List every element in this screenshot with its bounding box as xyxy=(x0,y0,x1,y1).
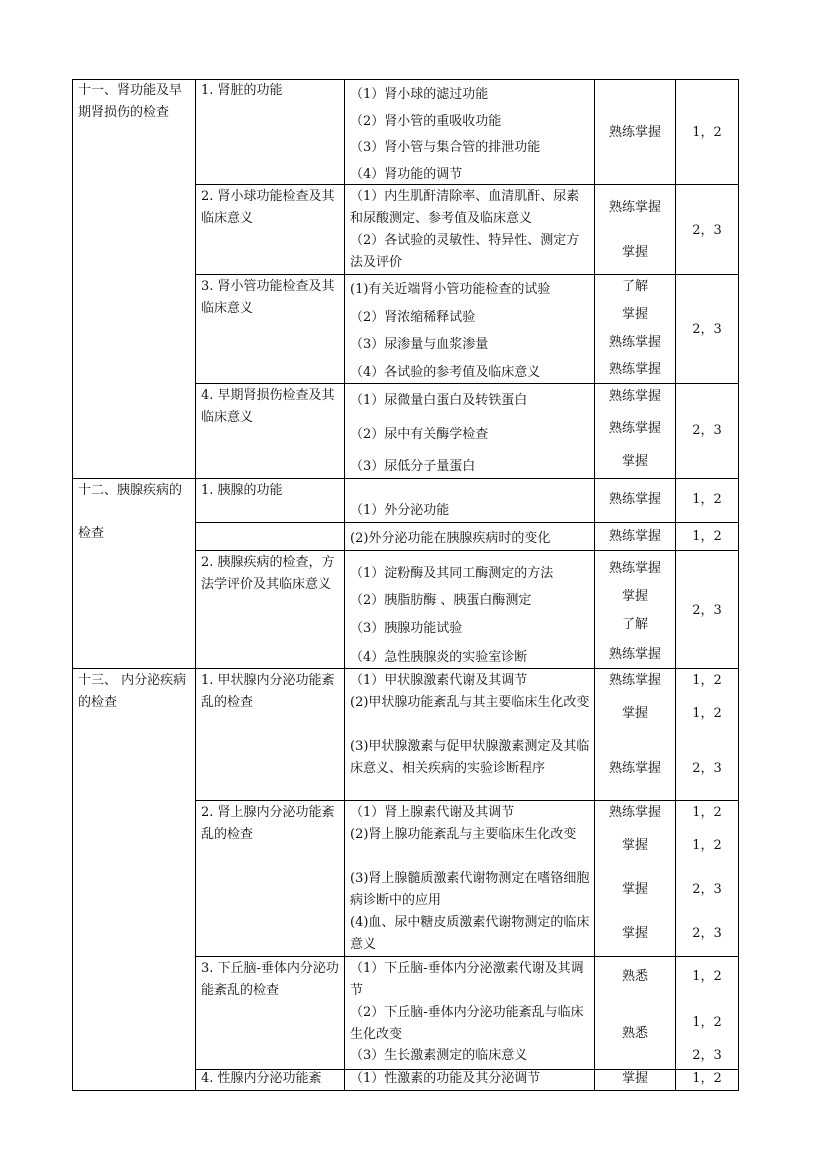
topic-cell: 1. 甲状腺内分泌功能紊乱的检查 xyxy=(201,673,335,710)
topic-cell: 2. 肾上腺内分泌功能紊乱的检查 xyxy=(201,805,335,842)
item-line: （2）肾小管的重吸收功能 xyxy=(350,114,502,129)
topic-cell: 1. 肾脏的功能 xyxy=(201,83,283,98)
rule xyxy=(72,478,738,479)
unit-cell: 1，2 xyxy=(692,1071,722,1086)
unit-cell: 1，2 xyxy=(692,805,722,820)
unit-cell: 2，3 xyxy=(692,926,722,941)
level-cell: 熟练掌握 xyxy=(608,647,661,662)
level-cell: 了解 xyxy=(621,617,648,632)
rule xyxy=(195,800,738,801)
unit-cell: 1，2 xyxy=(692,125,722,140)
level-cell: 掌握 xyxy=(621,882,648,897)
rule xyxy=(72,79,73,1091)
item-line: （1）甲状腺激素代谢及其调节 xyxy=(350,673,528,688)
unit-cell: 1，2 xyxy=(692,838,722,853)
rule xyxy=(738,79,739,1091)
level-cell: 掌握 xyxy=(621,307,648,322)
item-line: （1）内生肌酐清除率、血清肌酐、尿素和尿酸测定、参考值及临床意义 xyxy=(350,189,580,226)
level-cell: 熟练掌握 xyxy=(608,335,661,350)
level-cell: 熟练掌握 xyxy=(608,529,661,544)
unit-cell: 1，2 xyxy=(692,673,722,688)
item-line: (3)肾上腺髓质激素代谢物测定在嗜铬细胞病诊断中的应用 xyxy=(350,871,590,908)
unit-cell: 2，3 xyxy=(692,423,722,438)
item-line: （1）尿微量白蛋白及转铁蛋白 xyxy=(350,393,528,408)
topic-cell: 3. 下丘脑-垂体内分泌功能紊乱的检查 xyxy=(201,961,339,998)
item-line: （3）生长激素测定的临床意义 xyxy=(350,1048,528,1063)
item-line: （4）各试验的参考值及临床意义 xyxy=(350,365,541,380)
item-line: （2）胰脂肪酶 、胰蛋白酶测定 xyxy=(350,593,532,608)
level-cell: 掌握 xyxy=(621,1071,648,1086)
item-line: （1）淀粉酶及其同工酶测定的方法 xyxy=(350,566,554,581)
level-cell: 熟练掌握 xyxy=(608,389,661,404)
item-line: (2)甲状腺功能紊乱与其主要临床生化改变 xyxy=(350,695,590,710)
item-line: （4）急性胰腺炎的实验室诊断 xyxy=(350,650,528,665)
level-cell: 熟练掌握 xyxy=(608,362,661,377)
unit-cell: 1，2 xyxy=(692,706,722,721)
item-line: （1）肾上腺素代谢及其调节 xyxy=(350,805,515,820)
section-cell: 检查 xyxy=(78,526,105,541)
item-line: (1)有关近端肾小管功能检查的试验 xyxy=(350,282,551,297)
item-line: (2)外分泌功能在胰腺疾病时的变化 xyxy=(350,531,551,546)
unit-cell: 2，3 xyxy=(692,223,722,238)
level-cell: 掌握 xyxy=(621,926,648,941)
unit-cell: 2，3 xyxy=(692,1048,722,1063)
section-cell: 十三、 内分泌疾病的检查 xyxy=(78,673,187,710)
section-cell: 十一、肾功能及早期肾损伤的检查 xyxy=(78,83,183,120)
rule xyxy=(72,1090,738,1091)
rule xyxy=(344,79,345,1091)
rule xyxy=(195,184,738,185)
level-cell: 熟练掌握 xyxy=(608,673,661,688)
unit-cell: 2，3 xyxy=(692,761,722,776)
topic-cell: 2. 肾小球功能检查及其临床意义 xyxy=(201,189,335,226)
item-line: （2）肾浓缩稀释试验 xyxy=(350,310,476,325)
level-cell: 熟练掌握 xyxy=(608,200,661,215)
item-line: （2）下丘脑-垂体内分泌功能紊乱与临床生化改变 xyxy=(350,1005,584,1042)
level-cell: 掌握 xyxy=(621,838,648,853)
topic-cell: 4. 早期肾损伤检查及其临床意义 xyxy=(201,388,335,425)
unit-cell: 1，2 xyxy=(692,1015,722,1030)
topic-cell: 3. 肾小管功能检查及其临床意义 xyxy=(201,279,335,316)
level-cell: 熟练掌握 xyxy=(608,805,661,820)
level-cell: 熟悉 xyxy=(621,969,648,984)
item-line: （3）尿低分子量蛋白 xyxy=(350,459,476,474)
item-line: （3）胰腺功能试验 xyxy=(350,621,463,636)
level-cell: 熟练掌握 xyxy=(608,125,661,140)
rule xyxy=(195,79,196,1091)
item-line: （3）肾小管与集合管的排泄功能 xyxy=(350,140,541,155)
level-cell: 熟练掌握 xyxy=(608,421,661,436)
level-cell: 掌握 xyxy=(621,589,648,604)
unit-cell: 2，3 xyxy=(692,603,722,618)
unit-cell: 1，2 xyxy=(692,529,722,544)
item-line: （1）肾小球的滤过功能 xyxy=(350,87,489,102)
unit-cell: 2，3 xyxy=(692,882,722,897)
rule xyxy=(195,274,738,275)
level-cell: 掌握 xyxy=(621,245,648,260)
level-cell: 了解 xyxy=(621,279,648,294)
item-line: (2)肾上腺功能紊乱与主要临床生化改变 xyxy=(350,827,577,842)
item-line: （1）下丘脑-垂体内分泌激素代谢及其调节 xyxy=(350,961,584,998)
item-line: （1）外分泌功能 xyxy=(350,503,450,518)
rule xyxy=(195,956,738,957)
level-cell: 熟练掌握 xyxy=(608,561,661,576)
item-line: （2）各试验的灵敏性、特异性、测定方法及评价 xyxy=(350,233,580,270)
item-line: (4)血、尿中糖皮质激素代谢物测定的临床意义 xyxy=(350,915,590,952)
item-line: （1）性激素的功能及其分泌调节 xyxy=(350,1071,541,1086)
level-cell: 掌握 xyxy=(621,454,648,469)
topic-cell: 1. 胰腺的功能 xyxy=(201,483,283,498)
item-line: （3）尿渗量与血浆渗量 xyxy=(350,337,489,352)
rule xyxy=(195,522,738,523)
topic-cell: 4. 性腺内分泌功能紊 xyxy=(201,1071,322,1086)
unit-cell: 1，2 xyxy=(692,969,722,984)
topic-cell: 2. 胰腺疾病的检查，方法学评价及其临床意义 xyxy=(201,555,335,592)
unit-cell: 2，3 xyxy=(692,322,722,337)
item-line: （4）肾功能的调节 xyxy=(350,167,463,182)
item-line: （2）尿中有关酶学检查 xyxy=(350,427,489,442)
level-cell: 熟练掌握 xyxy=(608,761,661,776)
section-cell: 十二、胰腺疾病的 xyxy=(78,483,183,498)
level-cell: 熟悉 xyxy=(621,1026,648,1041)
level-cell: 熟练掌握 xyxy=(608,492,661,507)
level-cell: 掌握 xyxy=(621,706,648,721)
rule xyxy=(195,550,738,551)
unit-cell: 1，2 xyxy=(692,492,722,507)
item-line: (3)甲状腺激素与促甲状腺激素测定及其临床意义、相关疾病的实验诊断程序 xyxy=(350,739,590,776)
